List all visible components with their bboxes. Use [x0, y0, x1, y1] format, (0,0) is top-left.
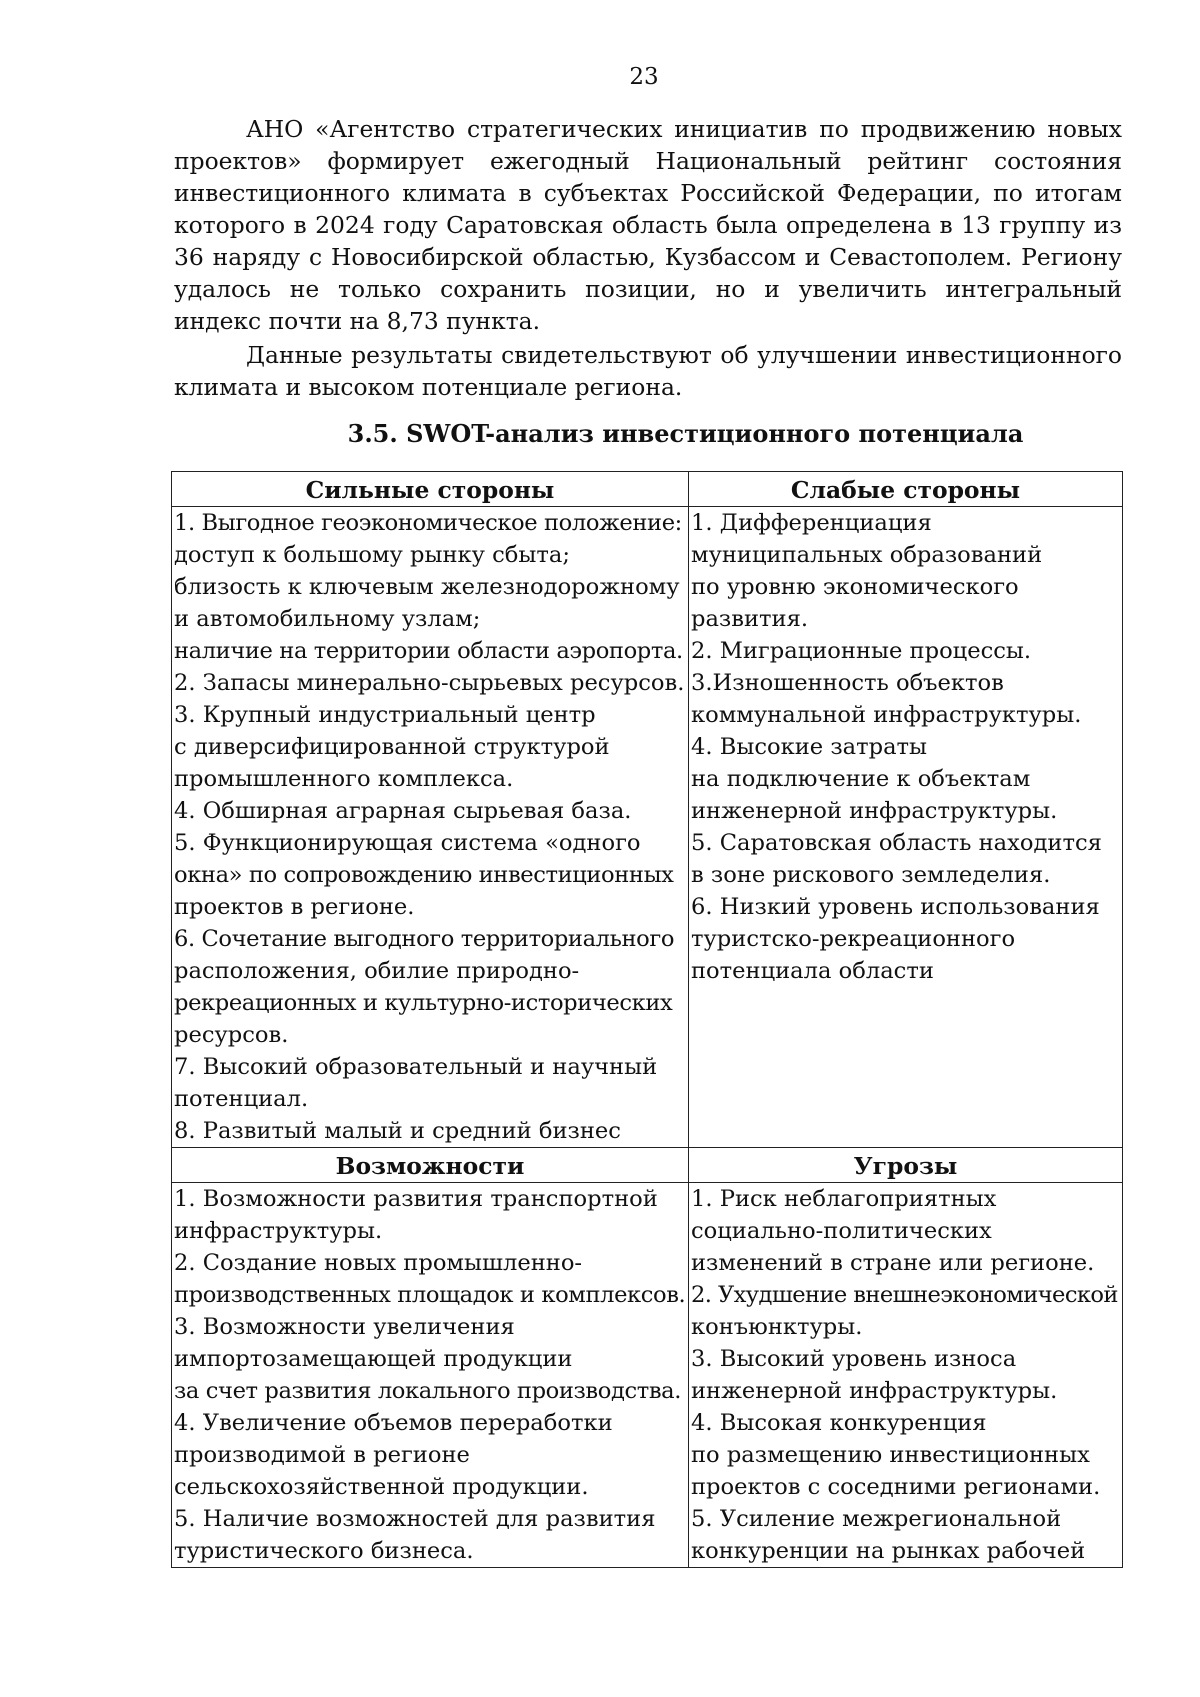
- cell-line: за счет развития локального производства.: [174, 1378, 681, 1404]
- strengths-cell: [172, 507, 689, 1148]
- cell-line: производимой в регионе: [174, 1442, 470, 1468]
- cell-line: доступ к большому рынку сбыта;: [174, 542, 570, 568]
- cell-line: 5. Функционирующая система «одного: [174, 830, 641, 856]
- weaknesses-header: Слабые стороны: [689, 472, 1123, 507]
- cell-line: 2. Ухудшение внешнеэкономической: [691, 1282, 1118, 1308]
- cell-line: 2. Создание новых промышленно-: [174, 1250, 583, 1276]
- cell-line: конъюнктуры.: [691, 1314, 863, 1340]
- cell-line: 7. Высокий образовательный и научный: [174, 1054, 658, 1080]
- opportunities-header: Возможности: [172, 1148, 689, 1183]
- cell-line: 4. Высокая конкуренция: [691, 1410, 987, 1436]
- cell-line: инженерной инфраструктуры.: [691, 1378, 1058, 1404]
- cell-line: ресурсов.: [174, 1022, 289, 1048]
- cell-line: потенциала области: [691, 958, 934, 984]
- cell-line: 3.Изношенность объектов: [691, 670, 1004, 696]
- cell-line: 2. Запасы минерально-сырьевых ресурсов.: [174, 670, 685, 696]
- cell-line: туристического бизнеса.: [174, 1538, 474, 1564]
- cell-line: развития.: [691, 606, 809, 632]
- cell-line: по размещению инвестиционных: [691, 1442, 1090, 1468]
- cell-line: 4. Обширная аграрная сырьевая база.: [174, 798, 632, 824]
- cell-line: муниципальных образований: [691, 542, 1043, 568]
- cell-line: инфраструктуры.: [174, 1218, 383, 1244]
- section-title: 3.5. SWOT-анализ инвестиционного потенциала: [347, 419, 1024, 448]
- body-paragraph-1: [174, 113, 1122, 337]
- cell-line: 1. Выгодное геоэкономическое положение:: [174, 510, 682, 536]
- cell-line: с диверсифицированной структурой: [174, 734, 610, 760]
- cell-line: 1. Возможности развития транспортной: [174, 1186, 658, 1212]
- cell-line: производственных площадок и комплексов.: [174, 1282, 686, 1308]
- swot-header-row-top: [172, 472, 1123, 507]
- threats-cell: [689, 1183, 1123, 1568]
- cell-line: проектов с соседними регионами.: [691, 1474, 1101, 1500]
- paragraph-text: Данные результаты свидетельствуют об улучшении инвестиционного климата и высоком потенциале региона.: [174, 341, 1122, 401]
- cell-line: и автомобильному узлам;: [174, 606, 481, 632]
- cell-line: наличие на территории области аэропорта.: [174, 638, 683, 664]
- cell-line: проектов в регионе.: [174, 894, 415, 920]
- weaknesses-cell: [689, 507, 1123, 1148]
- cell-line: по уровню экономического: [691, 574, 1019, 600]
- cell-line: сельскохозяйственной продукции.: [174, 1474, 589, 1500]
- swot-content-row-bottom: [172, 1183, 1123, 1568]
- body-paragraph-2: [174, 339, 1122, 403]
- cell-line: промышленного комплекса.: [174, 766, 514, 792]
- strengths-header: Сильные стороны: [172, 472, 689, 507]
- cell-line: изменений в стране или регионе.: [691, 1250, 1095, 1276]
- cell-line: 6. Низкий уровень использования: [691, 894, 1100, 920]
- cell-line: 5. Усиление межрегиональной: [691, 1506, 1062, 1532]
- cell-line: конкуренции на рынках рабочей: [691, 1538, 1086, 1564]
- cell-line: 6. Сочетание выгодного территориального: [174, 926, 675, 952]
- opportunities-cell: [172, 1183, 689, 1568]
- swot-header-row-bottom: [172, 1148, 1123, 1183]
- cell-line: 5. Наличие возможностей для развития: [174, 1506, 656, 1532]
- page-number: 23: [629, 64, 659, 90]
- cell-line: социально-политических: [691, 1218, 992, 1244]
- cell-line: туристско-рекреационного: [691, 926, 1016, 952]
- cell-line: инженерной инфраструктуры.: [691, 798, 1058, 824]
- cell-line: 4. Увеличение объемов переработки: [174, 1410, 613, 1436]
- cell-line: импортозамещающей продукции: [174, 1346, 573, 1372]
- cell-line: 1. Дифференциация: [691, 510, 932, 536]
- paragraph-text: АНО «Агентство стратегических инициатив по продвижению новых проектов» формирует ежегодный Национальный рейтинг состояния инвестиционного климата в субъектах Российской Федерации, по итогам которого в 2024 году Саратовская область была определена в 13 группу из 36 наряду с Новосибирской областью, Кузбассом и Севастополем. Региону удалось не только сохранить позиции, но и увеличить интегральный индекс почти на 8,73 пункта.: [174, 115, 1122, 335]
- cell-line: 3. Возможности увеличения: [174, 1314, 515, 1340]
- cell-line: 3. Крупный индустриальный центр: [174, 702, 596, 728]
- cell-line: рекреационных и культурно-исторических: [174, 990, 673, 1016]
- cell-line: потенциал.: [174, 1086, 309, 1112]
- cell-line: расположения, обилие природно-: [174, 958, 580, 984]
- cell-line: 3. Высокий уровень износа: [691, 1346, 1017, 1372]
- swot-content-row-top: [172, 507, 1123, 1148]
- cell-line: окна» по сопровождению инвестиционных: [174, 862, 674, 888]
- cell-line: 4. Высокие затраты: [691, 734, 928, 760]
- cell-line: 8. Развитый малый и средний бизнес: [174, 1118, 621, 1144]
- cell-line: на подключение к объектам: [691, 766, 1031, 792]
- cell-line: 5. Саратовская область находится: [691, 830, 1102, 856]
- cell-line: коммунальной инфраструктуры.: [691, 702, 1082, 728]
- threats-header: Угрозы: [689, 1148, 1123, 1183]
- swot-table: [171, 471, 1123, 1568]
- cell-line: в зоне рискового земледелия.: [691, 862, 1051, 888]
- cell-line: 2. Миграционные процессы.: [691, 638, 1032, 664]
- cell-line: 1. Риск неблагоприятных: [691, 1186, 997, 1212]
- cell-line: близость к ключевым железнодорожному: [174, 574, 680, 600]
